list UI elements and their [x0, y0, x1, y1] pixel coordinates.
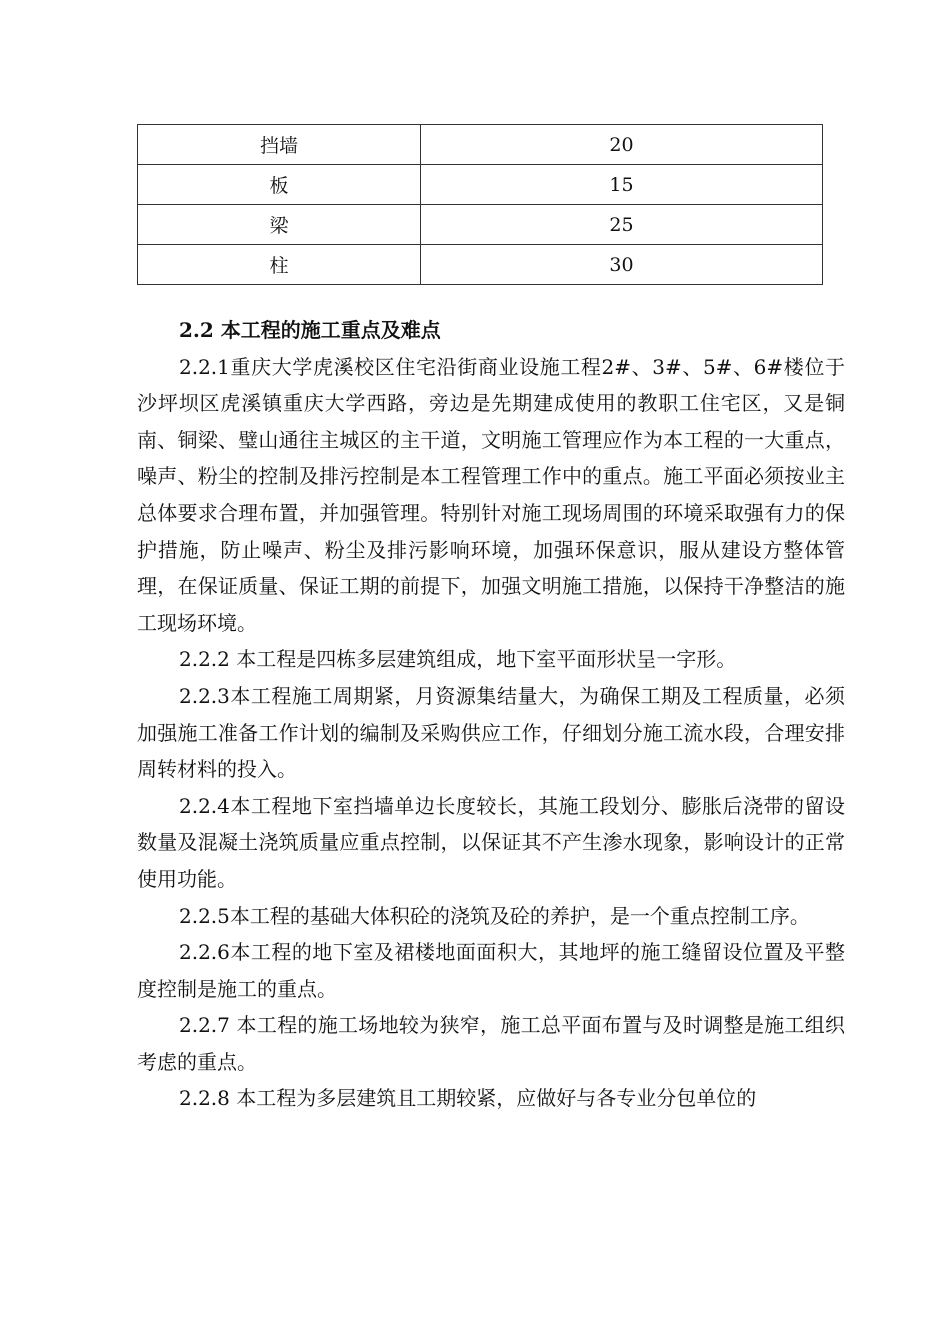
- spec-table: [137, 124, 823, 285]
- table-cell-item: 板: [138, 165, 421, 205]
- paragraph-2-2-2: 2.2.2 本工程是四栋多层建筑组成，地下室平面形状呈一字形。: [179, 647, 737, 672]
- table-cell-item: 柱: [138, 245, 421, 285]
- paragraph-2-2-8: 2.2.8 本工程为多层建筑且工期较紧，应做好与各专业分包单位的: [179, 1086, 757, 1111]
- paragraph-2-2-7: 2.2.7 本工程的施工场地较为狭窄，施工总平面布置与及时调整是施工组织考虑的重点。: [137, 1013, 845, 1074]
- table-row: [138, 165, 823, 205]
- table-cell-value: 30: [421, 245, 823, 285]
- table-cell-value: 25: [421, 205, 823, 245]
- table-row: [138, 245, 823, 285]
- table-cell-value: 15: [421, 165, 823, 205]
- paragraph-2-2-4: 2.2.4本工程地下室挡墙单边长度较长，其施工段划分、膨胀后浇带的留设数量及混凝土浇筑质量应重点控制，以保证其不产生渗水现象，影响设计的正常使用功能。: [137, 793, 845, 891]
- paragraph-2-2-3: 2.2.3本工程施工周期紧，月资源集结量大，为确保工期及工程质量，必须加强施工准备工作计划的编制及采购供应工作，仔细划分施工流水段，合理安排周转材料的投入。: [137, 683, 845, 782]
- section-body: [137, 312, 845, 1117]
- table-row: [138, 205, 823, 245]
- section-heading: 2.2 本工程的施工重点及难点: [179, 318, 441, 342]
- table-cell-item: 挡墙: [138, 125, 421, 165]
- table-cell-value: 20: [421, 125, 823, 165]
- table-cell-item: 梁: [138, 205, 421, 245]
- paragraph-2-2-5: 2.2.5本工程的基础大体积砼的浇筑及砼的养护，是一个重点控制工序。: [179, 903, 810, 928]
- paragraph-2-2-1: 2.2.1重庆大学虎溪校区住宅沿街商业设施工程2#、3#、5#、6#楼位于沙坪坝区虎溪镇重庆大学西路，旁边是先期建成使用的教职工住宅区，又是铜南、铜梁、璧山通往主城区的主干道，文明施工管理应作为本工程的一大重点，噪声、粉尘的控制及排污控制是本工程管理工作中的重点。施工平面必须按业主总体要求合理布置，并加强管理。特别针对施工现场周围的环境采取强有力的保护措施，防止噪声、粉尘及排污影响环境，加强环保意识，服从建设方整体管理，在保证质量、保证工期的前提下，加强文明施工措施，以保持干净整洁的施工现场环境。: [137, 354, 845, 635]
- paragraph-2-2-6: 2.2.6本工程的地下室及裙楼地面面积大，其地坪的施工缝留设位置及平整度控制是施工的重点。: [137, 940, 845, 1001]
- table-row: [138, 125, 823, 165]
